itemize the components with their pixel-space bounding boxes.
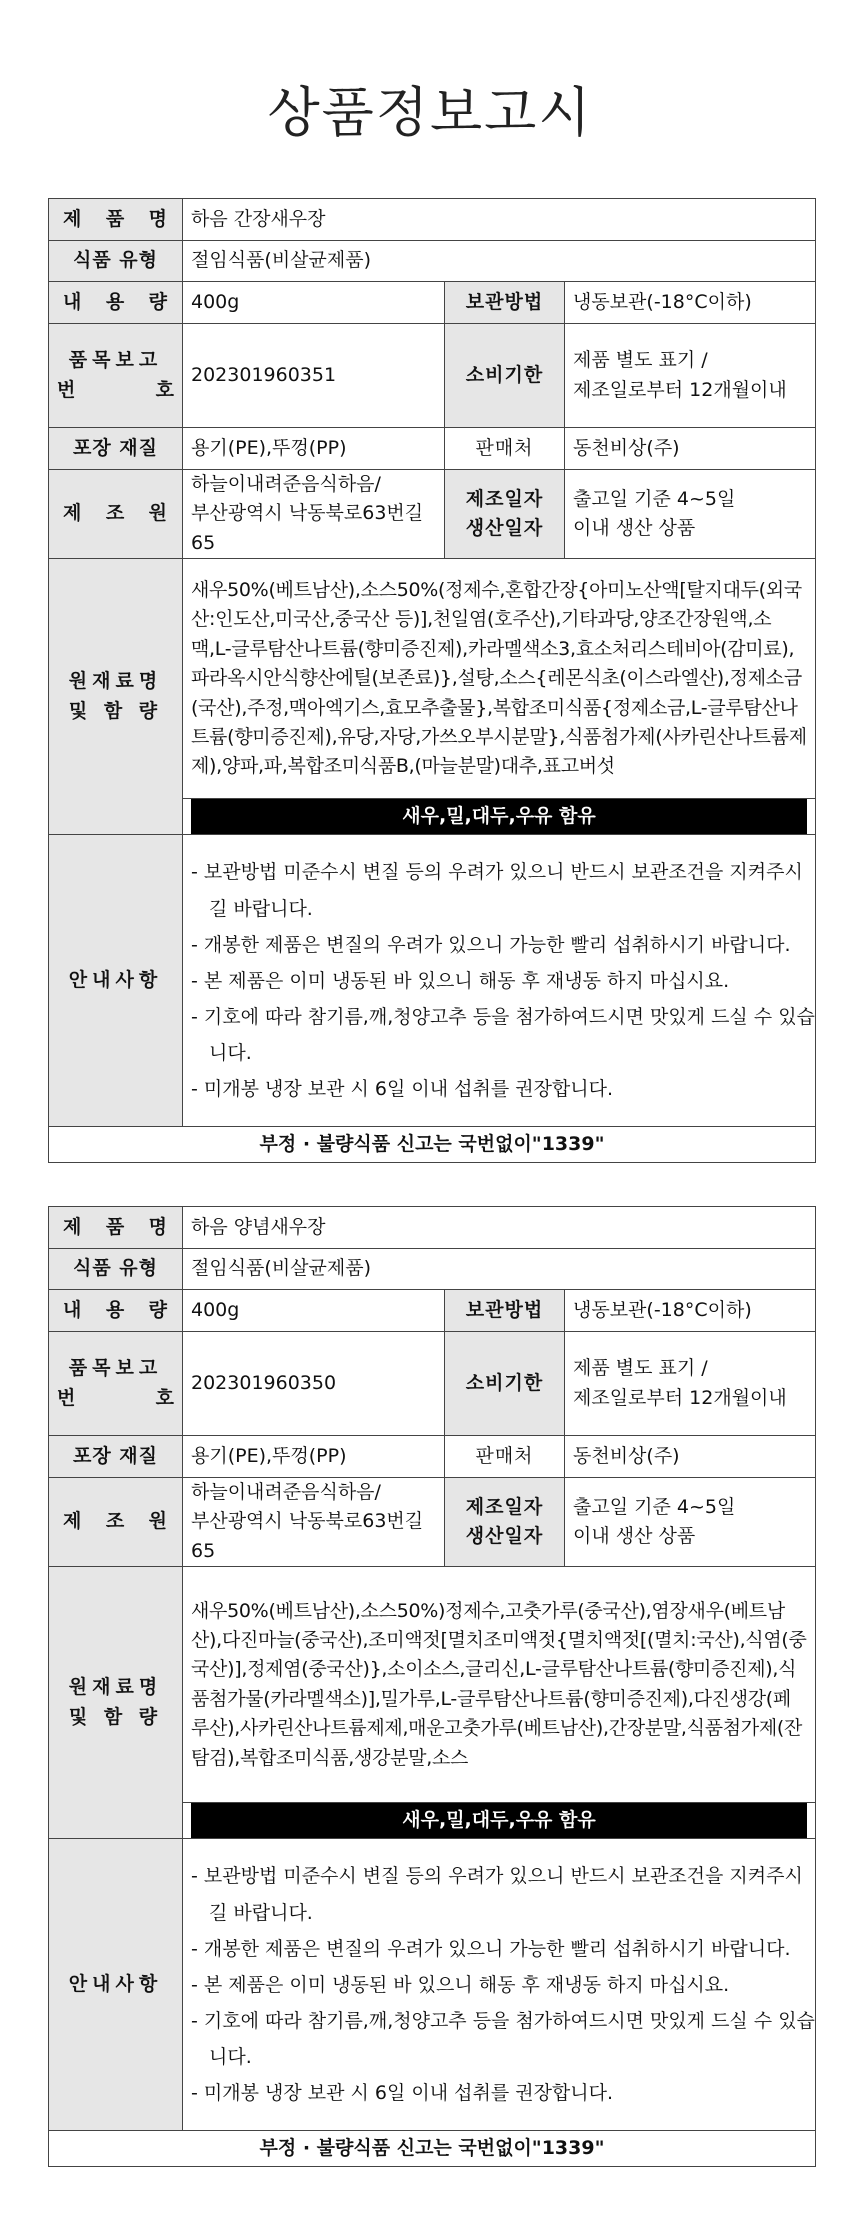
report-footer: 부정 · 불량식품 신고는 국번없이"1339" — [49, 2131, 816, 2167]
value-manufacturer-line1: 하늘이내려준음식하음/ — [191, 473, 381, 495]
row-product-name — [49, 1207, 816, 1249]
value-storage: 냉동보관(-18°C이하) — [565, 1290, 816, 1332]
row-product-name — [49, 199, 816, 241]
value-manufacturer-line1: 하늘이내려준음식하음/ — [191, 1481, 381, 1503]
label-report-no-line1: 품목보고 — [68, 1357, 163, 1380]
allergen-banner: 새우,밀,대두,우유 함유 — [191, 1803, 807, 1838]
value-expiry — [565, 324, 816, 428]
label-manufacturer: 제 조 원 — [49, 470, 183, 559]
label-ingredients — [49, 559, 183, 835]
label-expiry: 소비기한 — [445, 324, 565, 428]
label-food-type: 식품 유형 — [49, 241, 183, 282]
label-ingredients-line2: 및 함 량 — [68, 699, 163, 722]
label-food-type: 식품 유형 — [49, 1249, 183, 1290]
notice-list — [183, 848, 815, 1113]
row-manufacturer-date — [49, 470, 816, 559]
label-packaging: 포장 재질 — [49, 1436, 183, 1478]
label-notice: 안내사항 — [49, 1839, 183, 2131]
value-expiry-line2: 제조일로부터 12개월이내 — [573, 1386, 787, 1409]
value-packaging: 용기(PE),뚜껑(PP) — [183, 428, 445, 470]
row-packaging-seller — [49, 1436, 816, 1478]
label-report-no — [49, 324, 183, 428]
label-mfg-date: 제조일자 — [465, 1495, 544, 1518]
row-ingredients — [49, 1567, 816, 1803]
value-volume: 400g — [183, 282, 445, 324]
label-report-no — [49, 1332, 183, 1436]
notice-item: - 개봉한 제품은 변질의 우려가 있으니 가능한 빨리 섭취하시기 바랍니다. — [191, 933, 791, 956]
value-manufacturer-line2: 부산광역시 낙동북로63번길 65 — [191, 1510, 424, 1562]
notice-item: - 보관방법 미준수시 변질 등의 우려가 있으니 반드시 보관조건을 지켜주시길 바랍니다. — [191, 861, 803, 920]
value-date-line2: 이내 생산 상품 — [573, 1525, 696, 1548]
label-volume: 내 용 량 — [49, 282, 183, 324]
notice-item: - 미개봉 냉장 보관 시 6일 이내 섭취를 권장합니다. — [191, 2082, 614, 2105]
notice-item: - 미개봉 냉장 보관 시 6일 이내 섭취를 권장합니다. — [191, 1078, 614, 1101]
value-dates — [565, 470, 816, 559]
row-food-type — [49, 241, 816, 282]
product-info-table-1 — [48, 198, 816, 1163]
notice-item: - 본 제품은 이미 냉동된 바 있으니 해동 후 재냉동 하지 마십시요. — [191, 969, 730, 992]
row-notice — [49, 1839, 816, 2131]
value-food-type: 절임식품(비살균제품) — [183, 1249, 816, 1290]
row-packaging-seller — [49, 428, 816, 470]
label-prod-date: 생산일자 — [465, 1525, 544, 1548]
value-food-type: 절임식품(비살균제품) — [183, 241, 816, 282]
row-volume-storage — [49, 282, 816, 324]
value-seller: 동천비상(주) — [565, 1436, 816, 1478]
row-footer — [49, 1127, 816, 1163]
value-manufacturer-line2: 부산광역시 낙동북로63번길 65 — [191, 502, 424, 554]
value-report-no: 202301960350 — [183, 1332, 445, 1436]
value-dates — [565, 1478, 816, 1567]
label-manufacturer: 제 조 원 — [49, 1478, 183, 1567]
label-prod-date: 생산일자 — [465, 517, 544, 540]
value-seller: 동천비상(주) — [565, 428, 816, 470]
product-info-table-2 — [48, 1206, 816, 2167]
notice-item: - 기호에 따라 참기름,깨,청양고추 등을 첨가하여드시면 맛있게 드실 수 있습니다. — [191, 2009, 815, 2068]
label-storage: 보관방법 — [445, 1290, 565, 1332]
label-report-no-line1: 품목보고 — [68, 349, 163, 372]
label-mfg-date: 제조일자 — [465, 487, 544, 510]
label-notice: 안내사항 — [49, 835, 183, 1127]
value-expiry — [565, 1332, 816, 1436]
page-title: 상품정보고시 — [267, 81, 593, 144]
value-expiry-line1: 제품 별도 표기 / — [573, 349, 708, 372]
label-product-name: 제 품 명 — [49, 1207, 183, 1249]
value-expiry-line2: 제조일로부터 12개월이내 — [573, 378, 787, 401]
label-dates — [445, 1478, 565, 1567]
label-storage: 보관방법 — [445, 282, 565, 324]
label-seller: 판매처 — [445, 1436, 565, 1478]
notice-item: - 개봉한 제품은 변질의 우려가 있으니 가능한 빨리 섭취하시기 바랍니다. — [191, 1937, 791, 1960]
value-date-line1: 출고일 기준 4~5일 — [573, 487, 736, 510]
label-packaging: 포장 재질 — [49, 428, 183, 470]
value-volume: 400g — [183, 1290, 445, 1332]
row-ingredients — [49, 559, 816, 799]
notice-item: - 본 제품은 이미 냉동된 바 있으니 해동 후 재냉동 하지 마십시요. — [191, 1973, 730, 1996]
row-food-type — [49, 1249, 816, 1290]
report-footer: 부정 · 불량식품 신고는 국번없이"1339" — [49, 1127, 816, 1163]
value-manufacturer — [183, 470, 445, 559]
label-ingredients-line1: 원재료명 — [68, 1676, 163, 1699]
label-ingredients-line2: 및 함 량 — [68, 1705, 163, 1728]
value-storage: 냉동보관(-18°C이하) — [565, 282, 816, 324]
notice-item: - 보관방법 미준수시 변질 등의 우려가 있으니 반드시 보관조건을 지켜주시길 바랍니다. — [191, 1865, 803, 1924]
label-product-name: 제 품 명 — [49, 199, 183, 241]
value-manufacturer — [183, 1478, 445, 1567]
label-expiry: 소비기한 — [445, 1332, 565, 1436]
notice-list — [183, 1852, 815, 2117]
row-volume-storage — [49, 1290, 816, 1332]
label-ingredients-line1: 원재료명 — [68, 670, 163, 693]
value-ingredients: 새우50%(베트남산),소스50%)정제수,고춧가루(중국산),염장새우(베트남산),다진마늘(중국산),조미액젓[멸치조미액젓{멸치액젓[(멸치:국산),식염(중국산)],정제염(중국산)},소이소스,글리신,L-글루탐산나트륨(향미증진제),식품첨가물(카라멜색소)],밀가루,L-글루탐산나트륨(향미증진제),다진생강(페루산),사카린산나트륨제제,매운고춧가루(베트남산),간장분말,식품첨가제(잔탐검),복합조미식품,생강분말,소스 — [183, 1567, 816, 1803]
label-report-no-line2: 번 호 — [57, 1386, 174, 1409]
label-ingredients — [49, 1567, 183, 1839]
value-report-no: 202301960351 — [183, 324, 445, 428]
label-seller: 판매처 — [445, 428, 565, 470]
row-footer — [49, 2131, 816, 2167]
row-report-expiry — [49, 1332, 816, 1436]
value-expiry-line1: 제품 별도 표기 / — [573, 1357, 708, 1380]
notice-item: - 기호에 따라 참기름,깨,청양고추 등을 첨가하여드시면 맛있게 드실 수 있습니다. — [191, 1005, 815, 1064]
allergen-banner: 새우,밀,대두,우유 함유 — [191, 799, 807, 834]
value-date-line1: 출고일 기준 4~5일 — [573, 1495, 736, 1518]
row-manufacturer-date — [49, 1478, 816, 1567]
value-ingredients: 새우50%(베트남산),소스50%(정제수,혼합간장{아미노산액[탈지대두(외국산:인도산,미국산,중국산 등)],천일염(호주산),기타과당,양조간장원액,소맥,L-글루탐산나트륨(향미증진제),카라멜색소3,효소처리스테비아(감미료),파라옥시안식향산에틸(보존료)},설탕,소스{레몬식초(이스라엘산),정제소금(국산),주정,맥아엑기스,효모추출물},복합조미식품{정제소금,L-글루탐산나트륨(향미증진제),유당,자당,가쓰오부시분말},식품첨가제(사카린산나트륨제제),양파,파,복합조미식품B,(마늘분말)대추,표고버섯 — [183, 559, 816, 799]
row-report-expiry — [49, 324, 816, 428]
value-packaging: 용기(PE),뚜껑(PP) — [183, 1436, 445, 1478]
label-report-no-line2: 번 호 — [57, 378, 174, 401]
row-notice — [49, 835, 816, 1127]
label-dates — [445, 470, 565, 559]
label-volume: 내 용 량 — [49, 1290, 183, 1332]
value-product-name: 하음 양념새우장 — [183, 1207, 816, 1249]
value-date-line2: 이내 생산 상품 — [573, 517, 696, 540]
value-product-name: 하음 간장새우장 — [183, 199, 816, 241]
